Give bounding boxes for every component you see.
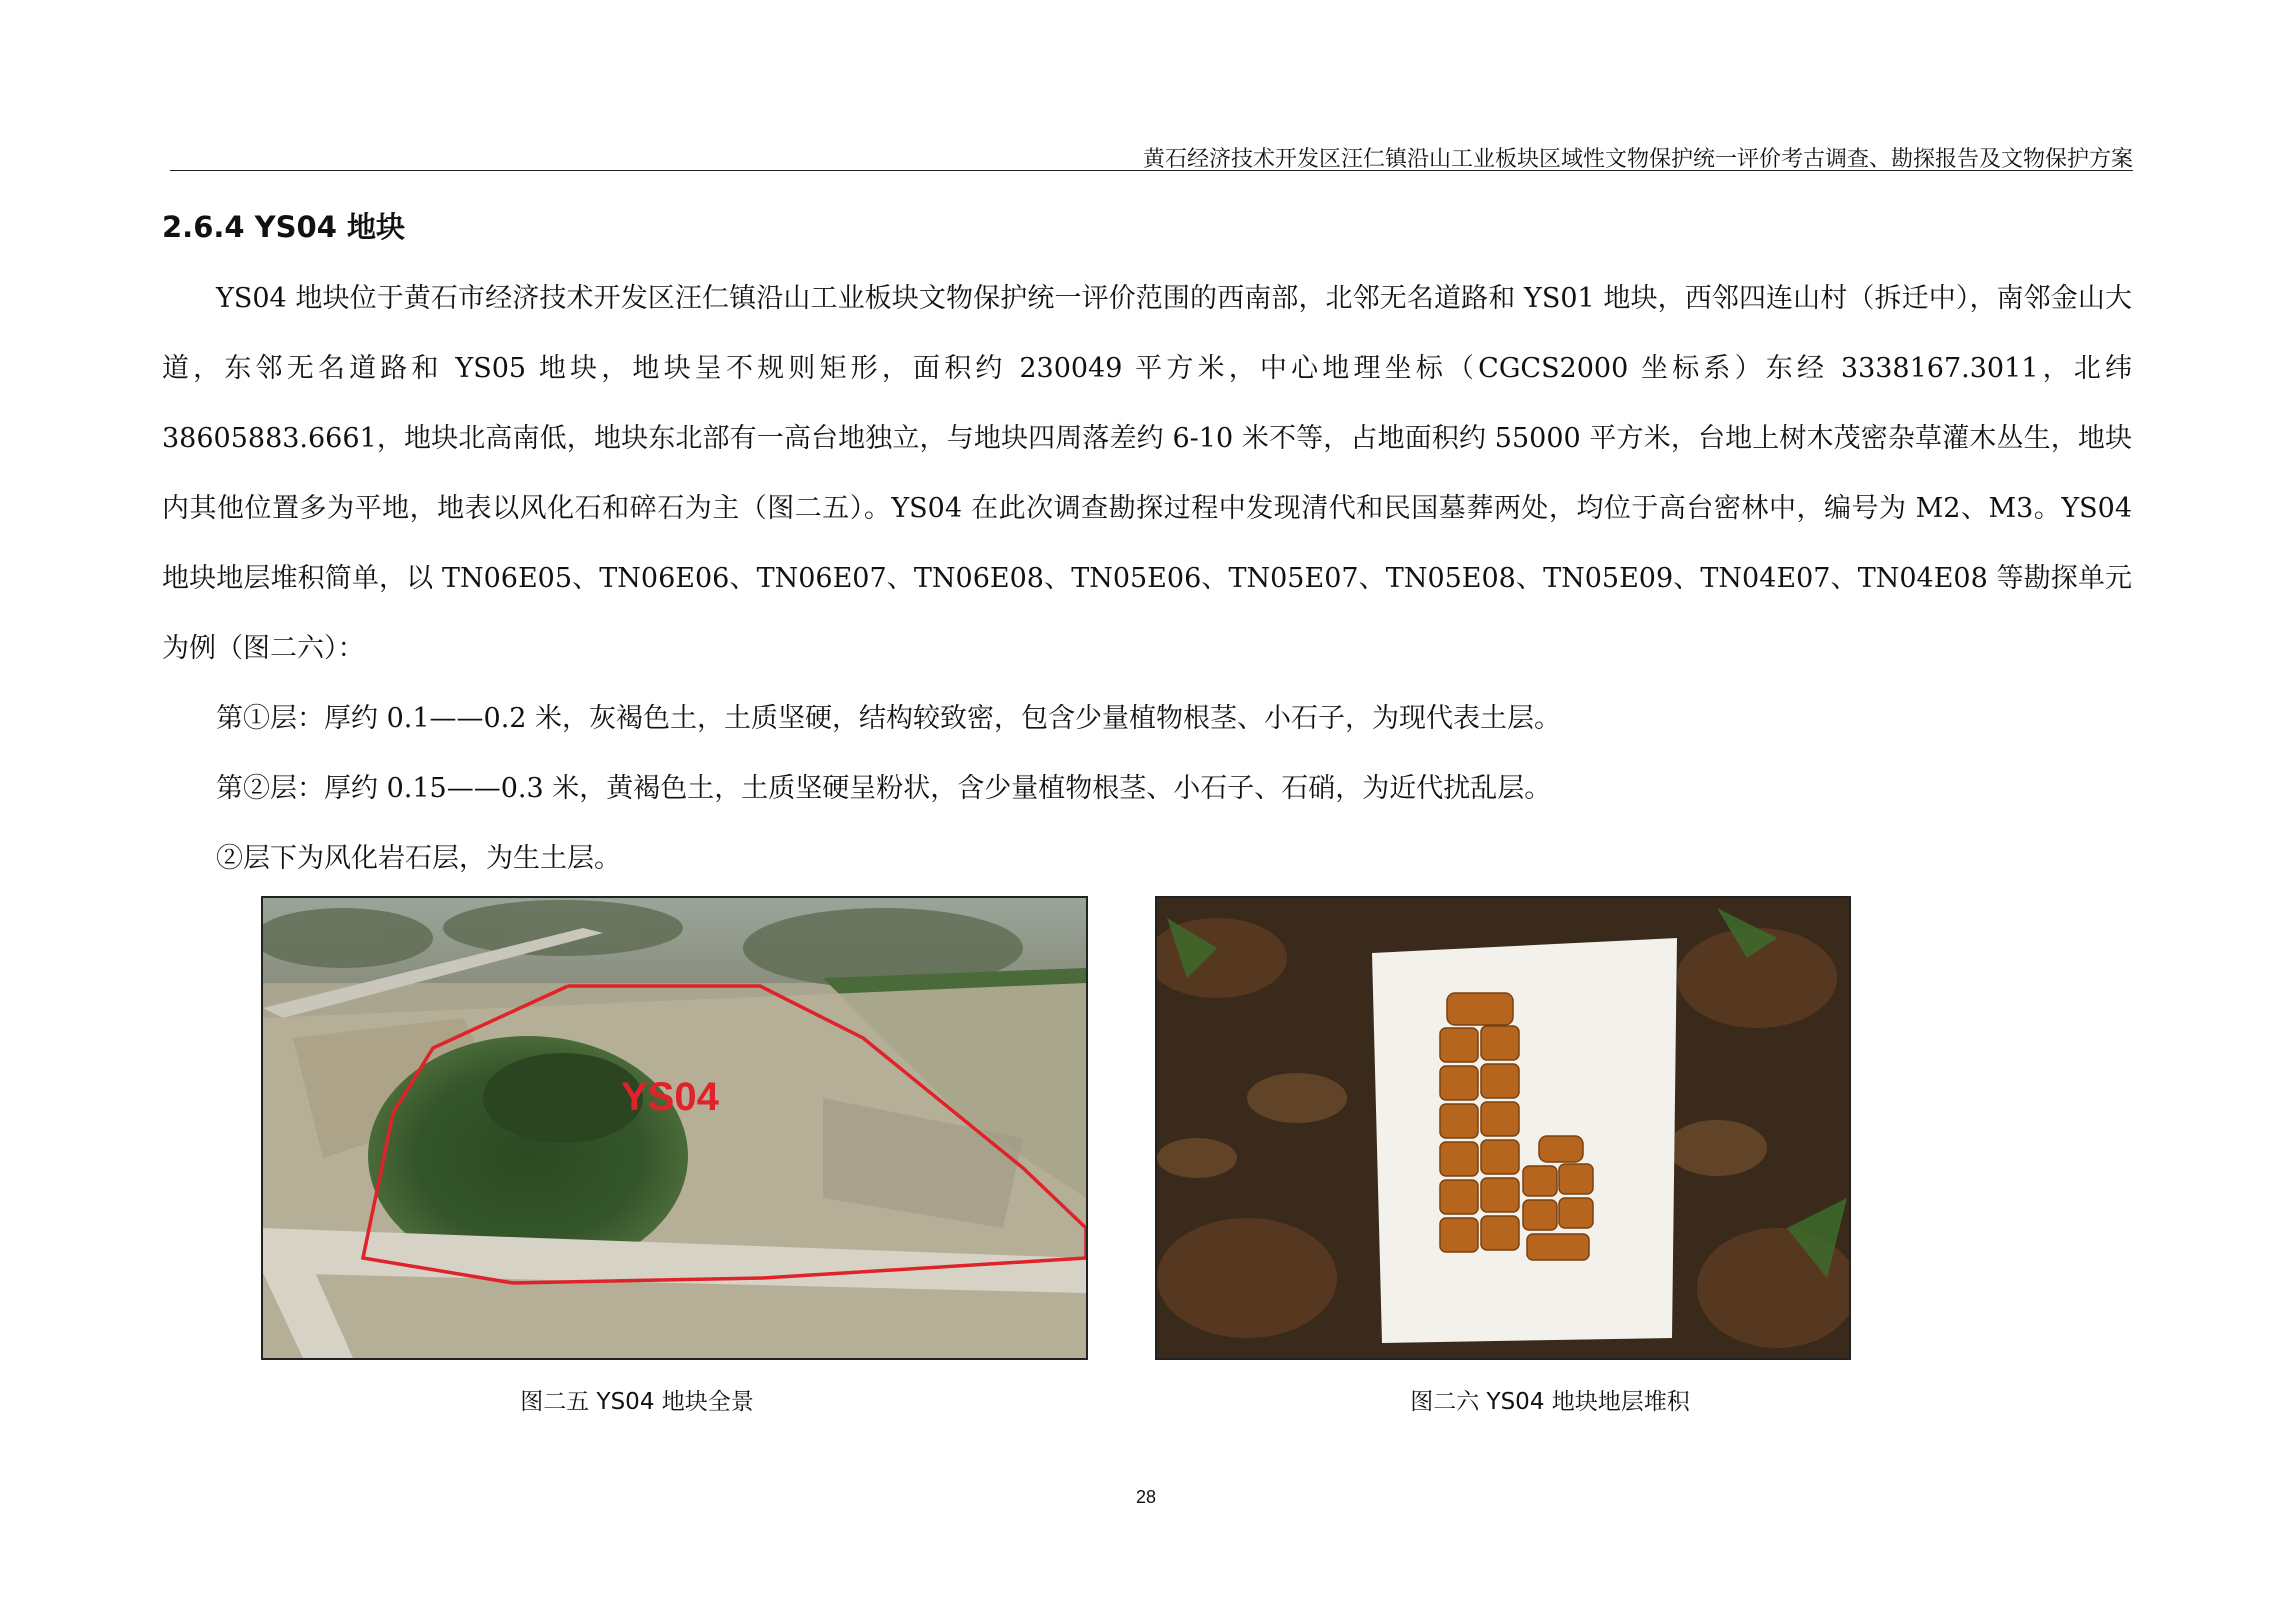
aerial-photo bbox=[263, 898, 1086, 1358]
section-heading: 2.6.4 YS04 地块 bbox=[162, 210, 406, 244]
running-header: 黄石经济技术开发区汪仁镇沿山工业板块区域性文物保护统一评价考古调查、勘探报告及文物保护方案 bbox=[1142, 147, 2133, 172]
figure-26-caption: 图二六 YS04 地块地层堆积 bbox=[1410, 1389, 1690, 1415]
page-number: 28 bbox=[1135, 1487, 1157, 1507]
layer-2-description: 第②层：厚约 0.15——0.3 米，黄褐色土，土质坚硬呈粉状，含少量植物根茎、小石子、石硝，为近代扰乱层。 bbox=[216, 773, 1552, 804]
layer-note: ②层下为风化岩石层，为生土层。 bbox=[216, 843, 621, 874]
figure-25-caption: 图二五 YS04 地块全景 bbox=[520, 1389, 754, 1415]
header-divider bbox=[170, 170, 2133, 171]
aerial-photo-figure bbox=[261, 896, 1088, 1360]
layer-1-description: 第①层：厚约 0.1——0.2 米，灰褐色土，土质坚硬，结构较致密，包含少量植物根茎、小石子，为现代表土层。 bbox=[216, 703, 1562, 734]
paragraph-description: YS04 地块位于黄石市经济技术开发区汪仁镇沿山工业板块文物保护统一评价范围的西南部，北邻无名道路和 YS01 地块，西邻四连山村（拆迁中），南邻金山大道，东邻无名道路和 YS05 地块，地块呈不规则矩形，面积约 230049 平方米，中心地理坐标（CGCS2000 坐标系）东经 3338167.3011，北纬 38605883.6661，地块北高南低，地块东北部有一高台地独立，与地块四周落差约 6-10 米不等，占地面积约 55000 平方米，台地上树木茂密杂草灌木丛生，地块内其他位置多为平地，地表以风化石和碎石为主（图二五）。YS04 在此次调查勘探过程中发现清代和民国墓葬两处，均位于高台密林中，编号为 M2、M3。YS04 地块地层堆积简单，以 TN06E05、TN06E06、TN06E07、TN06E08、TN05E06、TN05E07、TN05E08、TN05E09、TN04E07、TN04E08 等勘探单元为例（图二六）： bbox=[162, 283, 2132, 664]
soil-sample-figure bbox=[1155, 896, 1851, 1360]
soil-sample-photo bbox=[1157, 898, 1849, 1358]
body-text bbox=[162, 264, 2132, 894]
plot-label: YS04 bbox=[621, 1075, 719, 1119]
